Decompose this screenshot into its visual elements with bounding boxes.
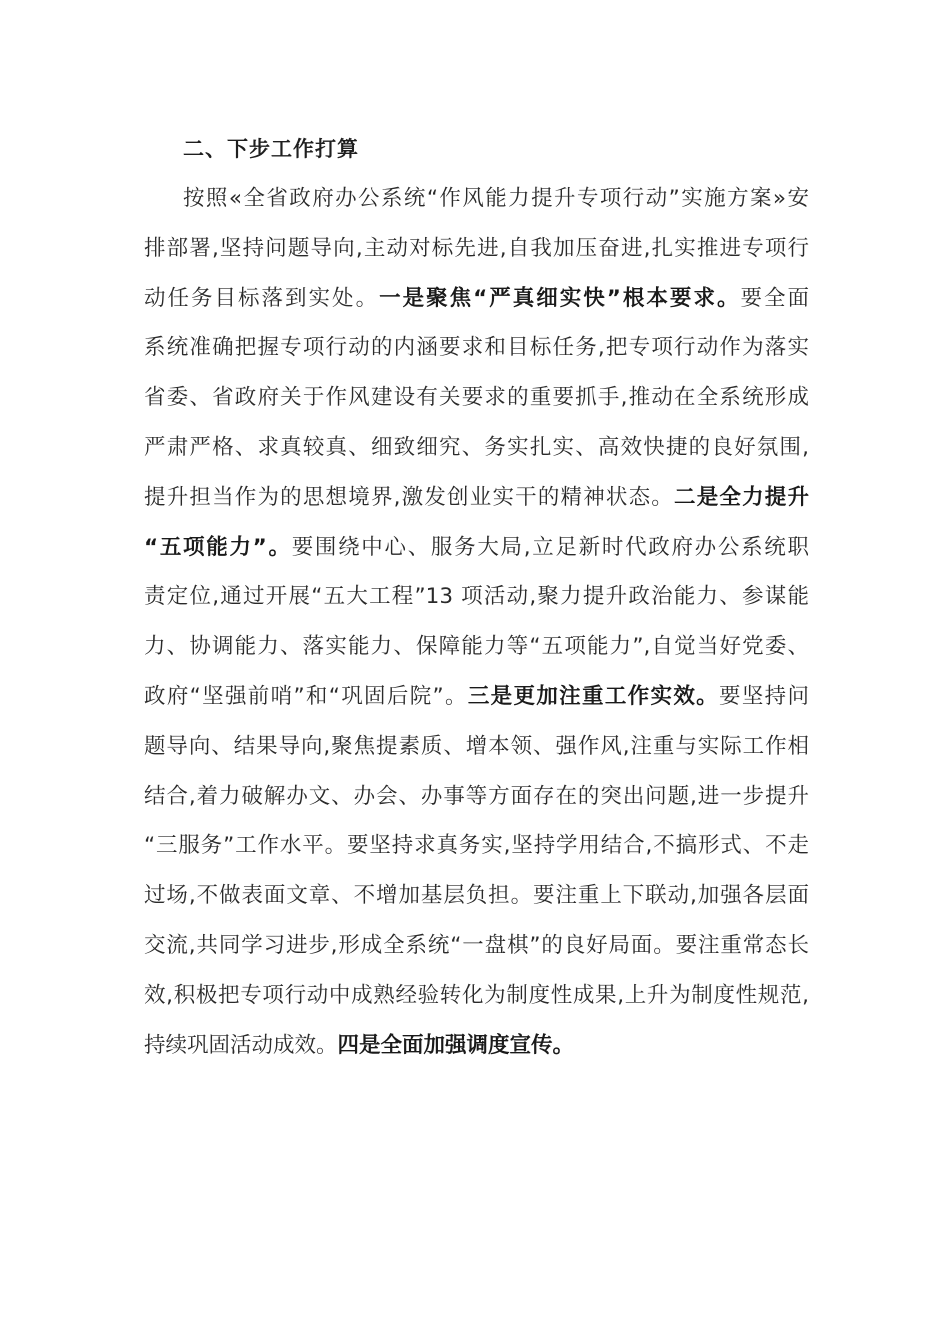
- text-run: 排部署,坚持问题导向,主动对标先进,自我加压奋进,扎实推进专项行: [144, 235, 809, 261]
- paragraph-line: [144, 231, 809, 267]
- text-run: 动任务目标落到实处。: [144, 285, 380, 311]
- paragraph-line: [144, 1028, 809, 1064]
- paragraph-line: [144, 380, 809, 416]
- paragraph-line: [144, 579, 809, 615]
- paragraph-line: [144, 679, 809, 715]
- text-run: 按照«全省政府办公系统“作风能力提升专项行动”实施方案»安: [183, 186, 809, 211]
- paragraph-line: [144, 978, 809, 1014]
- paragraph-line: [144, 779, 809, 815]
- text-run: 严肃严格、求真较真、细致细究、务实扎实、高效快捷的良好氛围,: [144, 435, 809, 460]
- text-run: 结合,着力破解办文、办会、办事等方面存在的突出问题,进一步提升: [144, 783, 809, 809]
- text-run: 效,积极把专项行动中成熟经验转化为制度性成果,上升为制度性规范,: [144, 982, 809, 1008]
- text-run: 责定位,通过开展“五大工程”13 项活动,聚力提升政治能力、参谋能: [144, 584, 809, 610]
- paragraph-line: [144, 480, 809, 516]
- paragraph-line: [144, 878, 809, 914]
- text-run: 力、协调能力、落实能力、保障能力等“五项能力”,自觉当好党委、: [144, 634, 809, 660]
- paragraph-line: [144, 430, 809, 466]
- paragraph-line: [144, 629, 809, 665]
- section-heading: 二、下步工作打算: [183, 137, 359, 161]
- text-run: 要全面: [740, 285, 809, 311]
- paragraph-line: [183, 181, 809, 217]
- text-run: 政府“坚强前哨”和“巩固后院”。: [144, 684, 468, 709]
- text-run: 过场,不做表面文章、不增加基层负担。要注重上下联动,加强各层面: [144, 883, 809, 909]
- paragraph-line: [144, 281, 809, 317]
- text-run: 要围绕中心、服务大局,立足新时代政府办公系统职: [291, 534, 809, 560]
- paragraph-line: [144, 330, 809, 366]
- text-run: 持续巩固活动成效。: [144, 1032, 338, 1058]
- bold-phrase: 二是全力提升: [674, 484, 809, 510]
- bold-phrase: “五项能力”。: [144, 534, 292, 560]
- text-run: 系统准确把握专项行动的内涵要求和目标任务,把专项行动作为落实: [144, 335, 809, 361]
- text-run: 省委、省政府关于作风建设有关要求的重要抓手,推动在全系统形成: [144, 385, 809, 411]
- bold-phrase: 一是聚焦“严真细实快”根本要求。: [379, 285, 741, 311]
- paragraph-line: [144, 729, 809, 765]
- bold-phrase: 三是更加注重工作实效。: [467, 684, 719, 709]
- text-run: 提升担当作为的思想境界,激发创业实干的精神状态。: [144, 484, 675, 510]
- bold-phrase: 四是全面加强调度宣传。: [337, 1032, 575, 1058]
- text-run: 交流,共同学习进步,形成全系统“一盘棋”的良好局面。要注重常态长: [144, 933, 809, 958]
- paragraph-line: [144, 530, 809, 566]
- text-run: “三服务”工作水平。要坚持求真务实,坚持学用结合,不搞形式、不走: [144, 833, 809, 859]
- paragraph-line: [144, 928, 809, 964]
- text-run: 要坚持问: [718, 684, 809, 709]
- paragraph-line: [144, 828, 809, 864]
- text-run: 题导向、结果导向,聚焦提素质、增本领、强作风,注重与实际工作相: [144, 733, 809, 759]
